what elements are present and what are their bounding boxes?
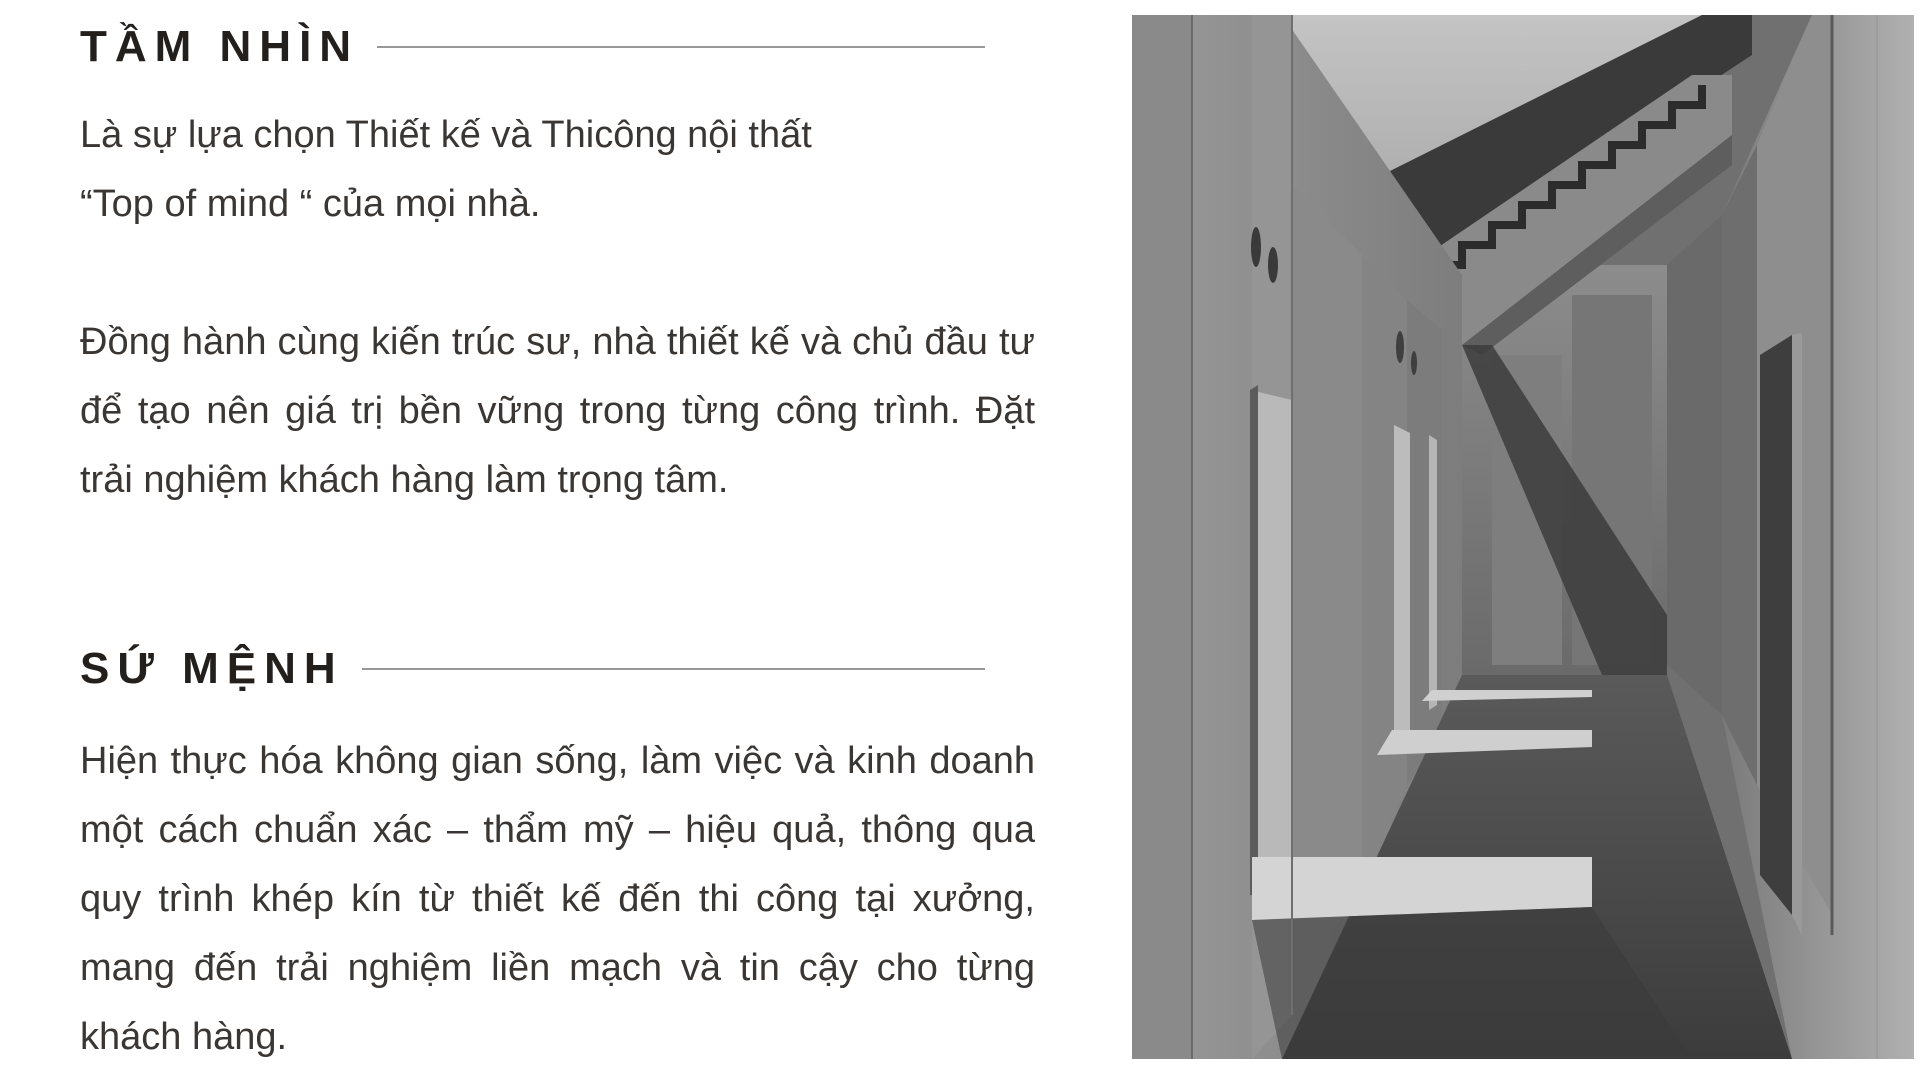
mission-paragraph: Hiện thực hóa không gian sống, làm việc và kinh doanh một cách chuẩn xác – thẩm mỹ – hiệu quả, thông qua quy trình khép kín từ thiết kế đến thi công tại xưởng, mang đến trải nghiệm liền mạch và tin cậy cho từng khách hàng. <box>80 740 1035 1058</box>
vision-intro-line: Là sự lựa chọn Thiết kế và Thicông nội thất <box>80 114 812 156</box>
corridor-illustration <box>1132 15 1914 1059</box>
vision-heading: TẦM NHÌN <box>80 22 360 71</box>
vision-intro-line: “Top of mind “ của mọi nhà. <box>80 183 541 225</box>
mission-heading-rule <box>362 668 985 670</box>
vision-paragraph: Đồng hành cùng kiến trúc sư, nhà thiết kế và chủ đầu tư để tạo nên giá trị bền vững trong từng công trình. Đặt trải nghiệm khách hàng làm trọng tâm. <box>80 321 1035 501</box>
mission-heading-row <box>80 644 985 693</box>
mission-heading: SỨ MỆNH <box>80 644 344 693</box>
concrete-corridor-photo <box>1132 15 1914 1059</box>
vision-heading-rule <box>377 46 985 48</box>
vision-intro-text <box>80 101 1035 239</box>
right-wall-far <box>1667 215 1722 715</box>
vision-heading-row <box>80 22 985 71</box>
right-doorway <box>1760 335 1792 915</box>
